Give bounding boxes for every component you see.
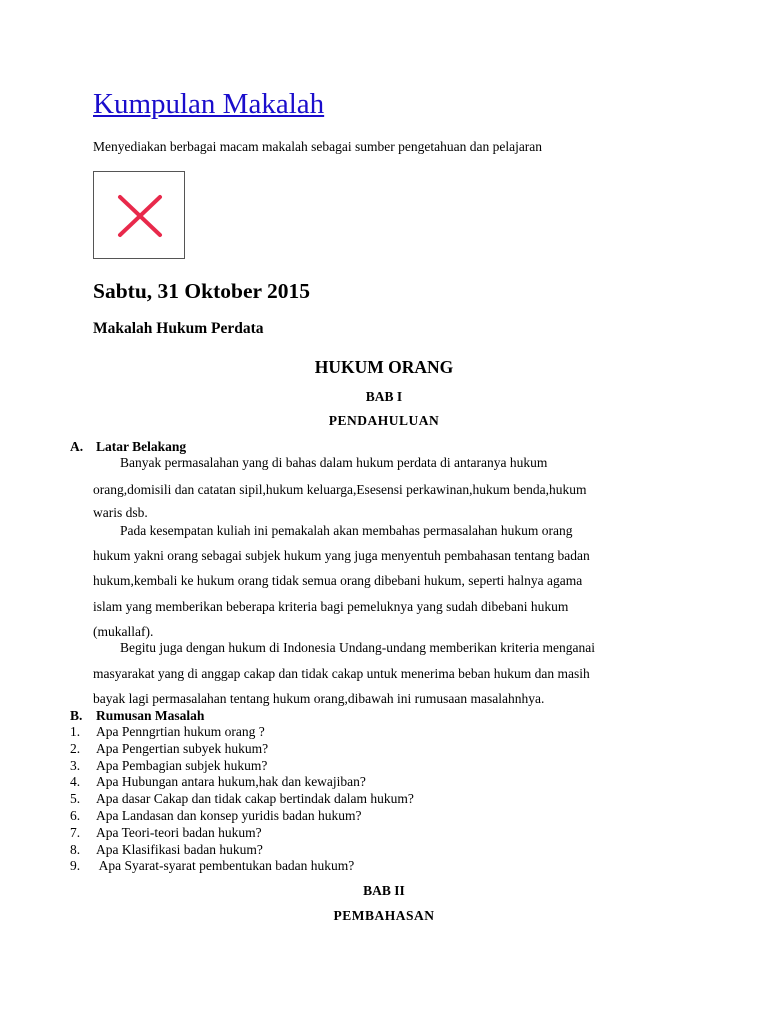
paragraph-line: Pada kesempatan kuliah ini pemakalah akan membahas permasalahan hukum orang <box>120 523 573 538</box>
paragraph-line: Begitu juga dengan hukum di Indonesia Undang-undang memberikan kriteria menganai <box>120 640 595 655</box>
paragraph-line: waris dsb. <box>93 505 148 520</box>
list-item-number: 5. <box>70 791 81 807</box>
post-date: Sabtu, 31 Oktober 2015 <box>93 279 311 303</box>
section-b-title: Rumusan Masalah <box>96 708 205 723</box>
list-item-text: Apa Syarat-syarat pembentukan badan hukum? <box>96 858 355 874</box>
section-b-label: B. <box>70 708 83 723</box>
list-item-number: 7. <box>70 824 81 840</box>
section-a-title: Latar Belakang <box>96 439 187 454</box>
list-item-text: Apa Pengertian subyek hukum? <box>96 740 269 756</box>
question-list <box>70 724 414 875</box>
main-heading: HUKUM ORANG <box>314 357 454 377</box>
blog-description: Menyediakan berbagai macam makalah sebagai sumber pengetahuan dan pelajaran <box>93 139 543 154</box>
list-item <box>70 758 414 775</box>
list-item <box>70 808 414 825</box>
paragraph-line: islam yang memberikan beberapa kriteria bagi pemeluknya yang sudah dibebani hukum <box>93 599 569 614</box>
list-item <box>70 825 414 842</box>
chapter-2-title: PEMBAHASAN <box>333 908 435 923</box>
post-title: Makalah Hukum Perdata <box>93 320 264 337</box>
list-item <box>70 741 414 758</box>
list-item <box>70 724 414 741</box>
chapter-1-heading: BAB I <box>365 389 403 404</box>
paragraph-line: hukum yakni orang sebagai subjek hukum yang juga menyentuh pembahasan tentang badan <box>93 548 590 563</box>
list-item <box>70 842 414 859</box>
broken-image-icon <box>93 171 185 259</box>
paragraph-line: Banyak permasalahan yang di bahas dalam hukum perdata di antaranya hukum <box>120 455 548 470</box>
list-item-text: Apa Hubungan antara hukum,hak dan kewajiban? <box>96 774 366 790</box>
list-item-text: Apa dasar Cakap dan tidak cakap bertindak dalam hukum? <box>96 791 414 807</box>
list-item <box>70 791 414 808</box>
list-item-number: 2. <box>70 740 81 756</box>
list-item-text: Apa Landasan dan konsep yuridis badan hukum? <box>96 807 362 823</box>
paragraph-line: orang,domisili dan catatan sipil,hukum keluarga,Esesensi perkawinan,hukum benda,hukum <box>93 482 587 497</box>
blog-title-link[interactable]: Kumpulan Makalah <box>93 88 325 120</box>
paragraph-line: bayak lagi permasalahan tentang hukum orang,dibawah ini rumusaan masalahnhya. <box>93 691 545 706</box>
list-item-number: 4. <box>70 774 81 790</box>
list-item-number: 6. <box>70 807 81 823</box>
chapter-1-title: PENDAHULUAN <box>328 413 440 428</box>
list-item-text: Apa Klasifikasi badan hukum? <box>96 841 263 857</box>
chapter-2-heading: BAB II <box>363 883 405 898</box>
paragraph-line: masyarakat yang di anggap cakap dan tidak cakap untuk menerima beban hukum dan masih <box>93 666 590 681</box>
section-a-label: A. <box>70 439 84 454</box>
list-item-text: Apa Teori-teori badan hukum? <box>96 824 262 840</box>
section-b-heading <box>70 707 204 725</box>
list-item-number: 9. <box>70 858 81 874</box>
paragraph-line: (mukallaf). <box>93 624 154 639</box>
list-item-number: 1. <box>70 724 81 739</box>
list-item-number: 3. <box>70 757 81 773</box>
list-item <box>70 774 414 791</box>
list-item <box>70 858 414 875</box>
list-item-text: Apa Penngrtian hukum orang ? <box>96 724 265 739</box>
list-item-number: 8. <box>70 841 81 857</box>
paragraph-line: hukum,kembali ke hukum orang tidak semua orang dibebani hukum, seperti halnya agama <box>93 573 583 588</box>
list-item-text: Apa Pembagian subjek hukum? <box>96 757 268 773</box>
